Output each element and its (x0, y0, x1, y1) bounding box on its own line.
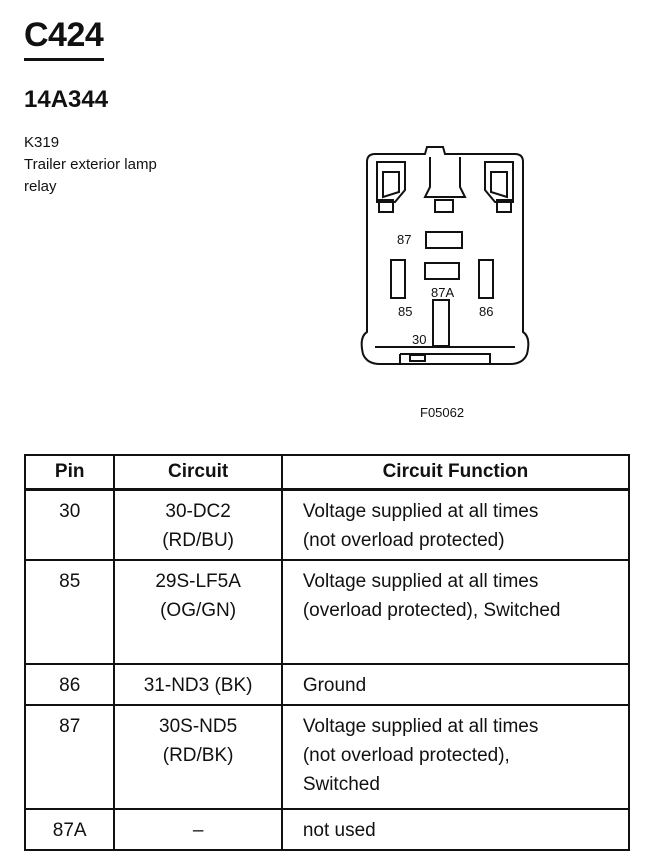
cell-function: not used (282, 809, 629, 850)
cell-circuit: 30-DC2 (RD/BU) (114, 490, 281, 561)
cell-circuit: 30S-ND5 (RD/BK) (114, 705, 281, 809)
terminal-87a (425, 263, 459, 279)
pin-label-85: 85 (398, 304, 413, 319)
cell-pin: 87A (25, 809, 114, 850)
component-name-line: Trailer exterior lamp (24, 156, 157, 173)
title-underline (24, 58, 104, 61)
cell-pin: 85 (25, 560, 114, 664)
connector-face-diagram (355, 142, 535, 387)
component-description (24, 132, 157, 198)
terminal-86 (479, 260, 493, 298)
header-circuit-function: Circuit Function (282, 455, 629, 490)
cell-pin: 87 (25, 705, 114, 809)
table-row (25, 705, 629, 809)
connector-id: C424 (24, 16, 104, 54)
table-row (25, 664, 629, 705)
cell-function: Voltage supplied at all times (not overload protected) (282, 490, 629, 561)
table-row (25, 809, 629, 850)
cell-circuit: – (114, 809, 281, 850)
pin-label-30: 30 (412, 332, 427, 347)
table-row (25, 490, 629, 561)
pin-label-86: 86 (479, 304, 494, 319)
terminal-87 (426, 232, 462, 248)
pin-label-87: 87 (397, 232, 412, 247)
cell-function: Ground (282, 664, 629, 705)
cell-function: Voltage supplied at all times (not overload protected), Switched (282, 705, 629, 809)
component-code: K319 (24, 134, 60, 151)
pin-label-87a: 87A (431, 285, 455, 300)
part-number: 14A344 (24, 86, 109, 113)
header-pin: Pin (25, 455, 114, 490)
cell-pin: 30 (25, 490, 114, 561)
cell-circuit: 31-ND3 (BK) (114, 664, 281, 705)
cell-circuit: 29S-LF5A (OG/GN) (114, 560, 281, 664)
pin-table (24, 454, 630, 851)
header-circuit: Circuit (114, 455, 281, 490)
table-row (25, 560, 629, 664)
terminal-30 (433, 300, 449, 346)
figure-reference: F05062 (420, 405, 465, 420)
component-name-line: relay (24, 178, 57, 195)
terminal-85 (391, 260, 405, 298)
cell-function: Voltage supplied at all times (overload protected), Switched (282, 560, 629, 664)
cell-pin: 86 (25, 664, 114, 705)
table-header-row (25, 455, 629, 490)
